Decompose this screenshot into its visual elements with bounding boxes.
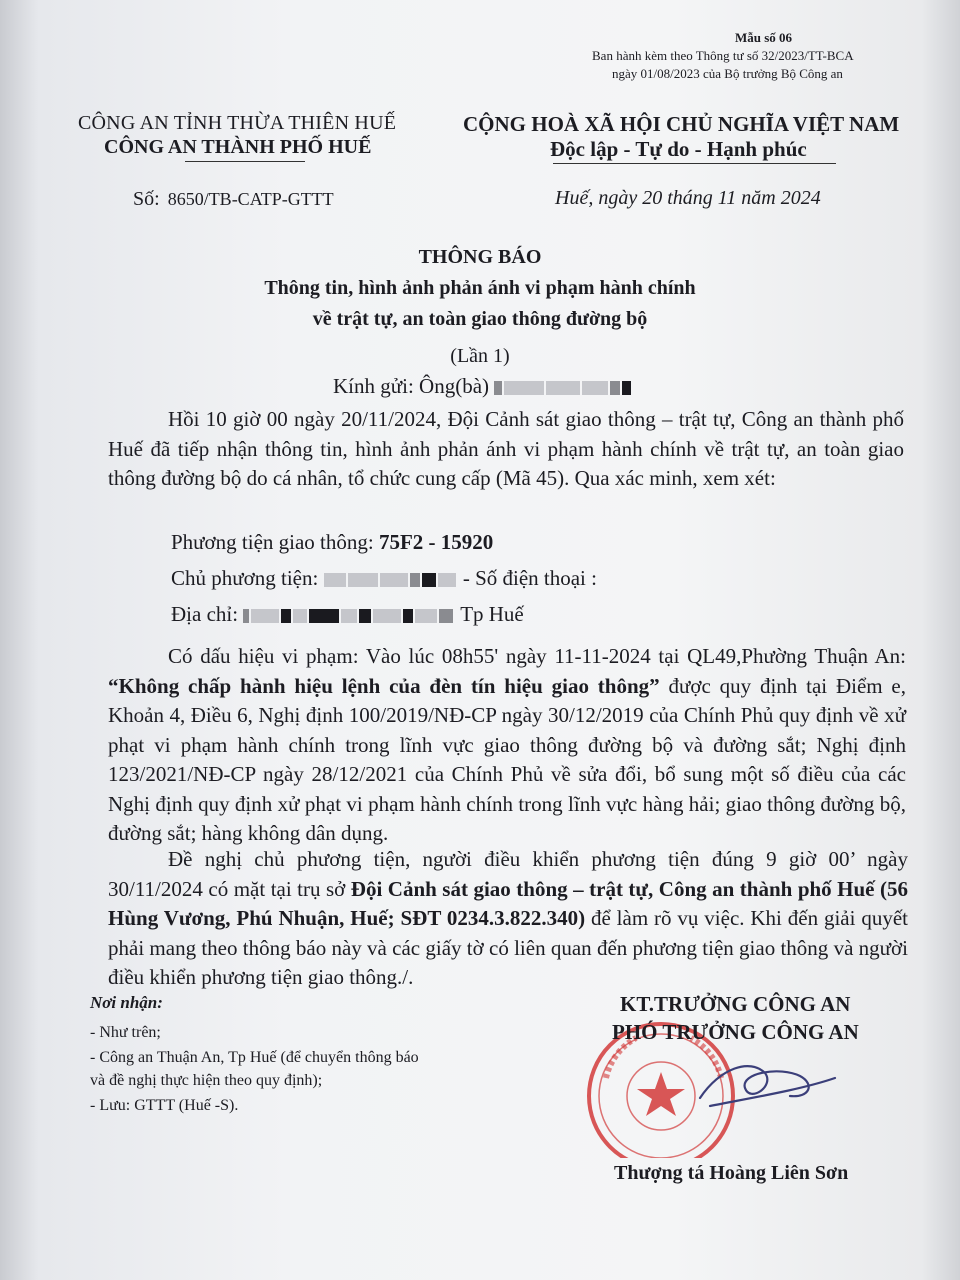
owner-label: Chủ phương tiện: — [171, 566, 319, 590]
violation-lead: Có dấu hiệu vi phạm: Vào lúc 08h55' ngày 11-11-2024 tại QL49,Phường Thuận An: — [168, 644, 906, 668]
document-subtitle-1: Thông tin, hình ảnh phản ánh vi phạm hành chính — [264, 277, 696, 299]
signer-name: Thượng tá Hoàng Liên Sơn — [614, 1162, 849, 1184]
license-plate: 75F2 - 15920 — [378, 530, 494, 554]
recipients-label: Nơi nhận: — [90, 993, 163, 1012]
agency-parent: CÔNG AN TỈNH THỪA THIÊN HUẾ — [78, 112, 397, 134]
redacted-recipient-name — [494, 376, 633, 401]
recipients-item: - Như trên; — [90, 1024, 161, 1041]
phone-label: - Số điện thoại : — [462, 566, 597, 590]
request-paragraph — [108, 845, 908, 993]
violation-paragraph — [108, 642, 906, 849]
request-office: Đội Cảnh sát giao thông – trật tự, Công an thành phố Huế (56 Hùng Vương, Phú Nhuận, Huế; SĐT 0234.3.822.340) — [108, 876, 908, 930]
document-title: THÔNG BÁO — [418, 246, 542, 268]
form-number: Mẫu số 06 — [735, 30, 793, 45]
motto-underline — [553, 163, 836, 164]
form-issued-by: Ban hành kèm theo Thông tư số 32/2023/TT-BCA — [592, 48, 854, 63]
recipients-item: và đề nghị thực hiện theo quy định); — [90, 1072, 323, 1089]
violation-legal-basis: được quy định tại Điểm e, Khoản 4, Điều 6, Nghị định 100/2019/NĐ-CP ngày 30/12/2019 của Chính Phủ quy định về xử phạt vi phạm hành chính trong lĩnh vực giao thông đường bộ và đường sắt; Nghị định 123/2021/NĐ-CP ngày 28/12/2021 của Chính Phủ về sửa đổi, bổ sung một số điều của các Nghị định quy định xử phạt vi phạm hành chính trong lĩnh vực hàng hải; giao thông đường bộ, đường sắt; hàng không dân dụng. — [108, 673, 907, 845]
signature-title-1: KT.TRƯỞNG CÔNG AN — [620, 992, 851, 1016]
form-issued-date: ngày 01/08/2023 của Bộ trưởng Bộ Công an — [612, 66, 843, 81]
recipients-item: - Lưu: GTTT (Huế -S). — [90, 1097, 239, 1114]
document-number — [133, 188, 334, 211]
recipients-item: - Công an Thuận An, Tp Huế (để chuyển thông báo — [90, 1049, 419, 1066]
document-number-label: Số: — [133, 188, 160, 210]
owner-line — [171, 566, 597, 593]
recipient-line — [333, 374, 633, 401]
agency-underline — [185, 161, 305, 162]
redacted-address — [243, 604, 455, 629]
attempt-number: (Lần 1) — [450, 345, 510, 367]
violation-offense: “Không chấp hành hiệu lệnh của đèn tín hiệu giao thông” — [108, 673, 660, 698]
address-line — [171, 602, 524, 629]
redacted-owner-name — [324, 568, 458, 593]
request-lead: Đề nghị chủ phương tiện, người điều khiển phương tiện đúng 9 giờ 00’ ngày 30/11/2024 có mặt tại trụ sở — [108, 847, 908, 901]
handwritten-signature — [690, 1048, 840, 1118]
vehicle-line — [171, 530, 493, 555]
request-rest: để làm rõ vụ việc. Khi đến giải quyết phải mang theo thông báo này và các giấy tờ có liên quan đến phương tiện giao thông và người điều khiển phương tiện giao thông./. — [108, 906, 908, 989]
document-number-value: 8650/TB-CATP-GTTT — [167, 189, 334, 209]
national-title: CỘNG HOÀ XÃ HỘI CHỦ NGHĨA VIỆT NAM — [463, 112, 900, 136]
vehicle-label: Phương tiện giao thông: — [171, 530, 374, 554]
intro-paragraph: Hồi 10 giờ 00 ngày 20/11/2024, Đội Cảnh sát giao thông – trật tự, Công an thành phố Huế đã tiếp nhận thông tin, hình ảnh phản ánh vi phạm hành chính về trật tự, an toàn giao thông đường bộ do cá nhân, tổ chức cung cấp (Mã 45). Qua xác minh, xem xét: — [108, 407, 904, 490]
national-motto: Độc lập - Tự do - Hạnh phúc — [550, 137, 807, 161]
signature-title-2: PHÓ TRƯỞNG CÔNG AN — [612, 1020, 859, 1044]
address-city: Tp Huế — [460, 602, 524, 626]
document-subtitle-2: về trật tự, an toàn giao thông đường bộ — [312, 308, 648, 330]
agency-name: CÔNG AN THÀNH PHỐ HUẾ — [104, 136, 372, 158]
address-label: Địa chỉ: — [171, 602, 239, 626]
document-date: Huế, ngày 20 tháng 11 năm 2024 — [555, 187, 821, 209]
recipient-label: Kính gửi: Ông(bà) — [333, 374, 490, 398]
